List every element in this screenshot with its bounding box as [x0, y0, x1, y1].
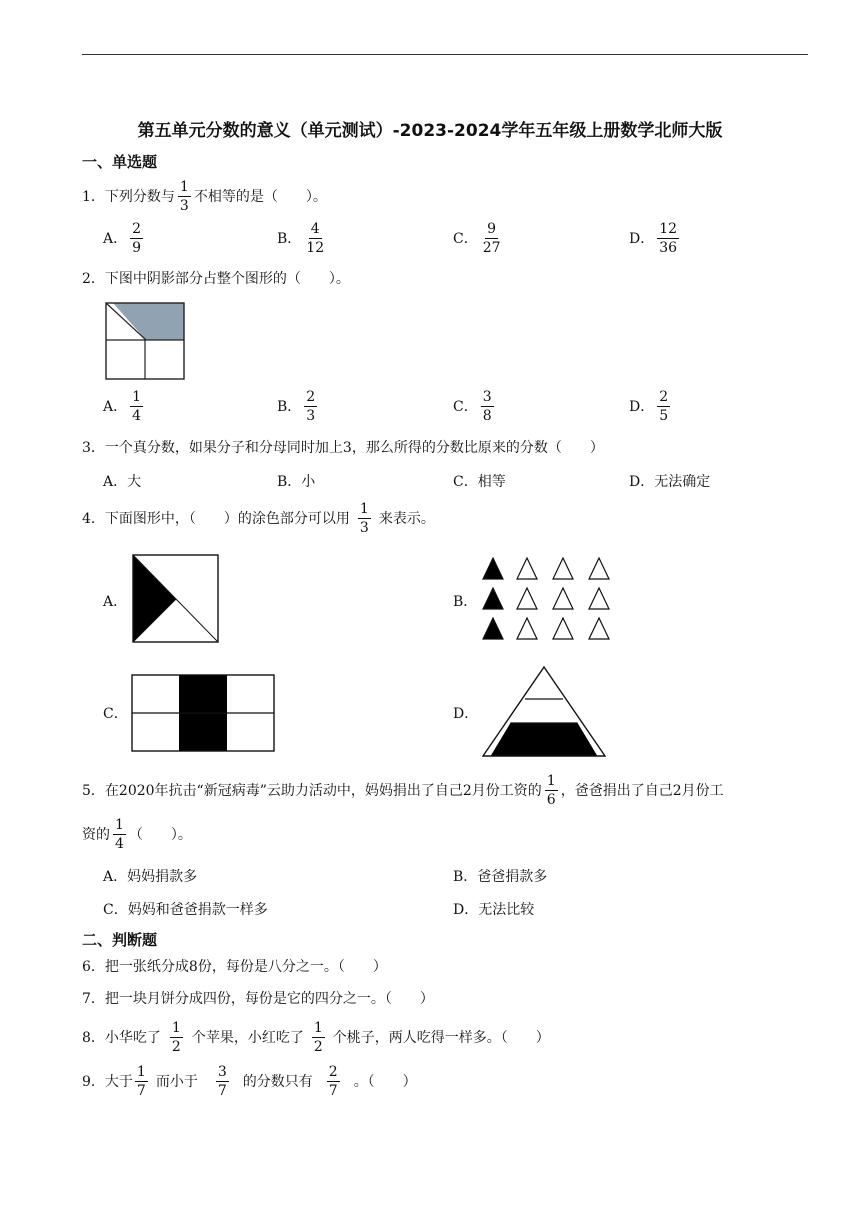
fraction: $\frac{2}{5}$: [659, 389, 669, 424]
question-number: 3．: [82, 440, 105, 456]
q5-option-b[interactable]: B．爸爸捐款多: [453, 869, 548, 885]
question-number: 6．: [82, 959, 105, 975]
header-rule: [82, 54, 808, 55]
question-text: 来表示。: [378, 510, 435, 527]
question-text: 的分数只有: [242, 1073, 313, 1090]
q4-option-b[interactable]: B．: [453, 594, 478, 610]
fraction: $\frac{1}{7}$: [136, 1064, 146, 1099]
q3-option-c[interactable]: C．相等: [453, 474, 506, 490]
q3-option-a[interactable]: A．大: [103, 474, 142, 490]
fraction: $\frac{2}{3}$: [306, 389, 316, 424]
question-text: 而小于: [155, 1073, 198, 1090]
q2-option-b[interactable]: B． $\frac{2}{3}$: [277, 389, 316, 424]
question-text: 一个真分数，如果分子和分母同时加上3，那么所得的分数比原来的分数（ ）: [104, 440, 604, 456]
q1-option-a[interactable]: A． $\frac{2}{9}$: [103, 221, 142, 256]
question-text: 下面图形中，（ ）的涂色部分可以用: [104, 510, 350, 527]
fraction: $\frac{1}{4}$: [115, 817, 124, 852]
question-text: 不相等的是（ ）。: [193, 188, 327, 205]
question-2: [82, 269, 350, 289]
fraction: $\frac{2}{7}$: [328, 1064, 338, 1099]
q3-option-b[interactable]: B．小: [277, 474, 316, 490]
q2-option-c[interactable]: C． $\frac{3}{8}$: [453, 389, 492, 424]
question-9: [82, 1065, 417, 1098]
question-number: 5．: [82, 782, 105, 799]
question-number: 7．: [82, 991, 105, 1007]
question-number: 8．: [82, 1029, 105, 1046]
question-number: 9．: [82, 1073, 105, 1090]
fraction: $\frac{1}{2}$: [171, 1020, 181, 1055]
fraction: $\frac{1}{3}$: [359, 501, 369, 536]
question-text: 把一张纸分成8份，每份是八分之一。（ ）: [104, 959, 387, 975]
q2-figure-shaded-rectangle: [105, 302, 185, 380]
fraction: $\frac{2}{9}$: [132, 221, 142, 256]
question-5-line-1: [82, 774, 724, 807]
q4-figure-c-rectangle: [131, 674, 275, 752]
fraction: $\frac{1}{3}$: [179, 179, 189, 214]
question-number: 1．: [82, 188, 105, 205]
q2-option-a[interactable]: A． $\frac{1}{4}$: [103, 389, 142, 424]
q4-figure-b-triangle-grid: [482, 557, 612, 643]
q1-option-c[interactable]: C． $\frac{9}{27}$: [453, 221, 501, 256]
fraction: $\frac{12}{36}$: [659, 221, 678, 256]
fraction: $\frac{1}{2}$: [313, 1020, 323, 1055]
question-8: [82, 1021, 550, 1054]
question-text: 。（ ）: [353, 1073, 417, 1090]
question-text: 个桃子，两人吃得一样多。（ ）: [332, 1029, 550, 1046]
section-heading-true-false: 二、判断题: [82, 931, 158, 949]
q4-figure-a-square-triangles: [132, 554, 220, 644]
q5-option-d[interactable]: D．无法比较: [453, 902, 535, 918]
question-text: 大于: [104, 1073, 133, 1090]
question-text: 下列分数与: [104, 188, 175, 205]
page-title: 第五单元分数的意义（单元测试）-2023-2024学年五年级上册数学北师大版: [137, 121, 723, 141]
question-1: [82, 180, 327, 213]
q4-option-a[interactable]: A．: [103, 594, 128, 610]
question-6: [82, 957, 387, 977]
q5-option-c[interactable]: C．妈妈和爸爸捐款一样多: [103, 902, 268, 918]
fraction: $\frac{9}{27}$: [482, 221, 501, 256]
question-number: 2．: [82, 271, 105, 287]
question-4: [82, 502, 435, 535]
question-text: （ ）。: [128, 826, 192, 843]
q4-option-d[interactable]: D．: [453, 706, 479, 722]
q5-option-a[interactable]: A．妈妈捐款多: [103, 869, 198, 885]
question-5-line-2: [82, 818, 192, 851]
fraction: $\frac{3}{7}$: [217, 1064, 227, 1099]
question-7: [82, 989, 434, 1009]
question-text: 下图中阴影部分占整个图形的（ ）。: [104, 271, 350, 287]
fraction: $\frac{1}{6}$: [546, 773, 556, 808]
q1-option-b[interactable]: B． $\frac{4}{12}$: [277, 221, 325, 256]
q1-option-d[interactable]: D． $\frac{12}{36}$: [629, 221, 678, 256]
q4-figure-d-triangle-bands: [482, 666, 606, 758]
question-text: 资的: [82, 826, 110, 843]
section-heading-single-choice: 一、单选题: [82, 153, 158, 171]
question-text: ，爸爸捐出了自己2月份工: [560, 782, 724, 799]
question-number: 4．: [82, 510, 105, 527]
question-text: 个苹果，小红吃了: [191, 1029, 304, 1046]
question-text: 小华吃了: [104, 1029, 161, 1046]
fraction: $\frac{3}{8}$: [482, 389, 492, 424]
q3-option-d[interactable]: D．无法确定: [629, 474, 711, 490]
q4-option-c[interactable]: C．: [103, 706, 128, 722]
fraction: $\frac{1}{4}$: [132, 389, 142, 424]
question-3: [82, 438, 604, 458]
fraction: $\frac{4}{12}$: [306, 221, 325, 256]
question-text: 把一块月饼分成四份，每份是它的四分之一。（ ）: [104, 991, 434, 1007]
q2-option-d[interactable]: D． $\frac{2}{5}$: [629, 389, 669, 424]
question-text: 在2020年抗击“新冠病毒”云助力活动中，妈妈捐出了自己2月份工资的: [104, 782, 542, 799]
